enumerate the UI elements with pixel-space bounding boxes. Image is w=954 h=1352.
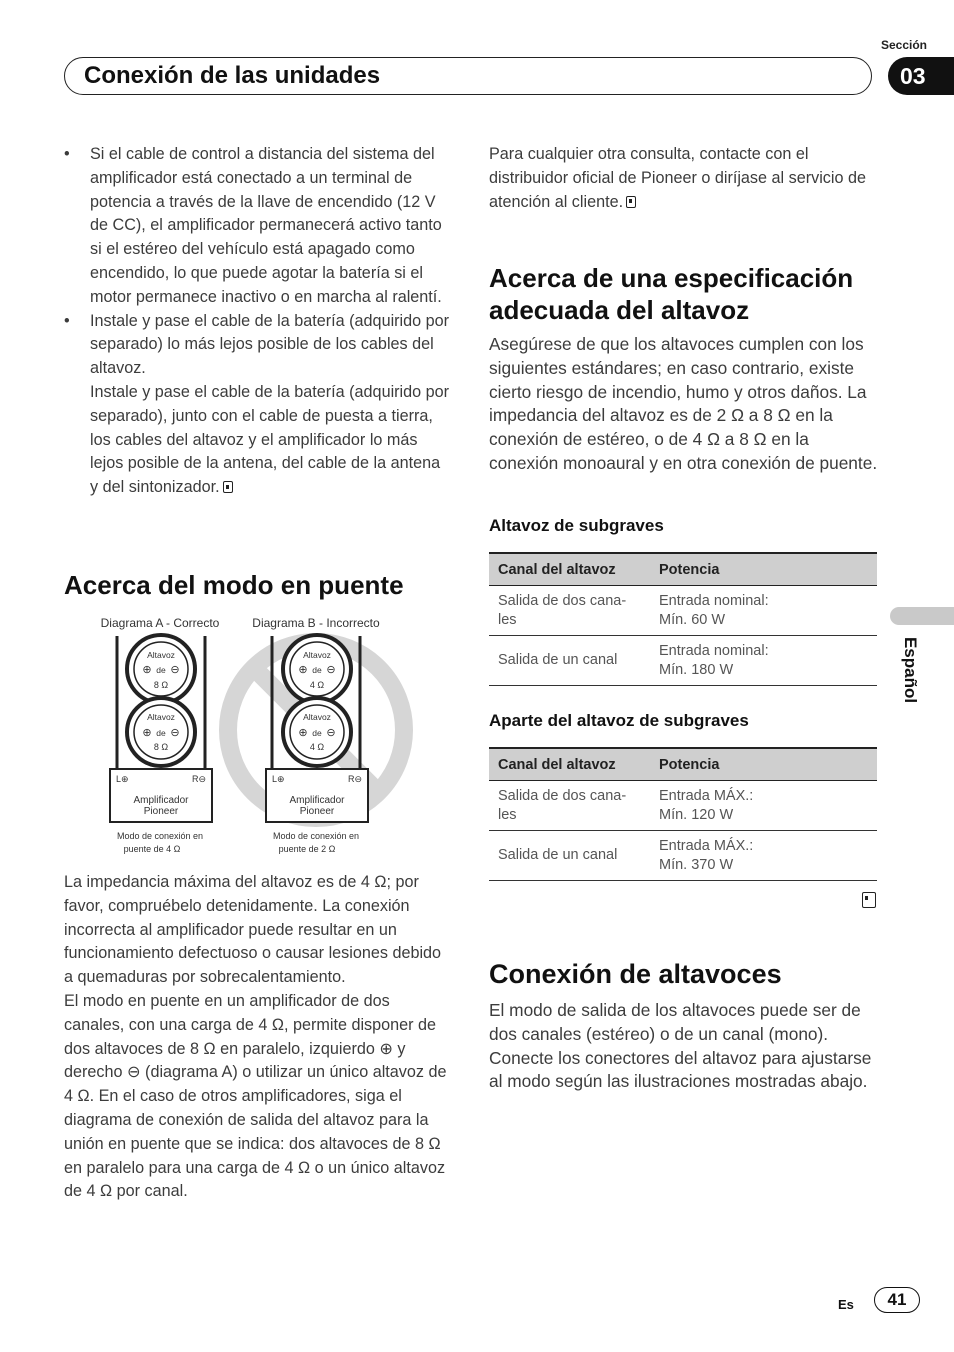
column-header: Canal del altavoz xyxy=(489,748,650,781)
table-row xyxy=(489,781,877,831)
svg-text:puente de 2 Ω: puente de 2 Ω xyxy=(278,844,336,854)
section-label: Sección xyxy=(880,38,927,52)
end-mark-icon xyxy=(862,892,876,908)
svg-text:de: de xyxy=(312,665,322,675)
language-tab-label: Español xyxy=(901,636,920,704)
svg-text:L⊕: L⊕ xyxy=(116,774,129,784)
non-subwoofer-table xyxy=(489,747,877,881)
contact-paragraph xyxy=(489,143,877,214)
speaker-spec-heading: Acerca de una especificación adecuada del altavoz xyxy=(489,263,854,325)
non-subwoofer-table-title: Aparte del altavoz de subgraves xyxy=(489,711,749,730)
power-cell: Entrada MÁX.: Mín. 370 W xyxy=(650,831,877,881)
end-mark-icon xyxy=(223,481,233,493)
bullet-text: Instale y pase el cable de la batería (adquirido por separado) lo más lejos posible de los cables del altavoz. xyxy=(90,311,450,378)
impedance-paragraph: La impedancia máxima del altavoz es de 4 Ω; por favor, compruébelo detenidamente. La conexión incorrecta al amplificador puede resultar en un funcionamiento defectuoso o causar lesiones debido a quemaduras por sobrecalentamiento. xyxy=(64,873,442,987)
svg-text:Pioneer: Pioneer xyxy=(299,806,335,817)
bullet-continuation-text: Instale y pase el cable de la batería (adquirido por separado), junto con el cable de puesta a tierra, los cables del altavoz y el amplificador lo más lejos posible de la antena, del cable de la antena y del sintonizador. xyxy=(90,382,450,497)
section-number-badge: 03 xyxy=(888,57,954,95)
table-header-row xyxy=(489,553,877,586)
svg-text:Modo de conexión en: Modo de conexión en xyxy=(272,831,360,841)
svg-text:de: de xyxy=(312,728,322,738)
bridge-diagram xyxy=(90,612,440,860)
svg-text:⊕: ⊕ xyxy=(142,664,152,676)
column-header: Canal del altavoz xyxy=(489,553,650,586)
diagram-a-title: Diagrama A - Correcto xyxy=(100,616,220,630)
column-header: Potencia xyxy=(650,748,877,781)
svg-text:⊖: ⊖ xyxy=(170,664,180,676)
page-title: Conexión de las unidades xyxy=(84,62,381,89)
bridge-mode-heading: Acerca del modo en puente xyxy=(64,570,404,600)
bullet-dot: • xyxy=(64,311,70,330)
svg-text:de: de xyxy=(156,665,166,675)
table-header-row xyxy=(489,748,877,781)
diagram-b-title: Diagrama B - Incorrecto xyxy=(252,616,380,630)
footer-lang-code: Es xyxy=(838,1297,854,1312)
speaker-connection-paragraph: El modo de salida de los altavoces puede ser de dos canales (estéreo) o de un canal (mono). Conecte los conectores del altavoz para ajustarse al modo según las ilustraciones mostradas abajo. xyxy=(489,1000,872,1092)
speaker-connection-heading: Conexión de altavoces xyxy=(489,959,782,989)
svg-text:4 Ω: 4 Ω xyxy=(309,742,325,752)
svg-text:R⊖: R⊖ xyxy=(191,774,206,784)
svg-text:Amplificador: Amplificador xyxy=(133,795,189,806)
svg-text:R⊖: R⊖ xyxy=(347,774,362,784)
svg-text:8 Ω: 8 Ω xyxy=(153,680,169,690)
svg-text:8 Ω: 8 Ω xyxy=(153,742,169,752)
channel-cell: Salida de un canal xyxy=(489,636,650,686)
language-tab-bar xyxy=(890,607,954,625)
svg-text:Altavoz: Altavoz xyxy=(303,712,331,722)
svg-text:4 Ω: 4 Ω xyxy=(309,680,325,690)
power-cell: Entrada MÁX.: Mín. 120 W xyxy=(650,781,877,831)
svg-text:de: de xyxy=(156,728,166,738)
subwoofer-table xyxy=(489,552,877,686)
channel-cell: Salida de dos cana- les xyxy=(489,586,650,636)
svg-text:puente de 4 Ω: puente de 4 Ω xyxy=(123,844,181,854)
bullet-item xyxy=(64,143,452,310)
page-number: 41 xyxy=(874,1287,920,1313)
left-bullet-list xyxy=(64,143,452,500)
table-row xyxy=(489,586,877,636)
column-header: Potencia xyxy=(650,553,877,586)
bridge-mode-paragraph: El modo en puente en un amplificador de dos canales, con una carga de 4 Ω, permite disponer de dos altavoces de 8 Ω en paralelo, izquierdo ⊕ y derecho ⊖ (diagrama A) o utilizar un único altavoz de 4 Ω. En el caso de otros amplificadores, siga el diagrama de conexión de salida del altavoz para la unión en puente que se indica: dos altavoces de 8 Ω en paralelo para una carga de 4 Ω o un único altavoz de 4 Ω por canal. xyxy=(64,992,447,1201)
diagram-b xyxy=(266,635,368,854)
svg-text:Altavoz: Altavoz xyxy=(147,712,175,722)
end-mark-icon xyxy=(626,196,636,208)
svg-text:⊕: ⊕ xyxy=(142,727,152,739)
svg-text:Altavoz: Altavoz xyxy=(303,650,331,660)
channel-cell: Salida de un canal xyxy=(489,831,650,881)
table-row xyxy=(489,636,877,686)
subwoofer-table-title: Altavoz de subgraves xyxy=(489,516,664,535)
svg-text:Modo de conexión en: Modo de conexión en xyxy=(116,831,204,841)
table-row xyxy=(489,831,877,881)
bullet-item xyxy=(64,310,452,381)
bullet-continuation xyxy=(64,381,452,500)
svg-text:⊖: ⊖ xyxy=(170,727,180,739)
bullet-dot: • xyxy=(64,145,70,163)
svg-text:L⊕: L⊕ xyxy=(272,774,285,784)
svg-text:⊕: ⊕ xyxy=(298,664,308,676)
channel-cell: Salida de dos cana- les xyxy=(489,781,650,831)
svg-text:Altavoz: Altavoz xyxy=(147,650,175,660)
svg-text:⊕: ⊕ xyxy=(298,727,308,739)
contact-text: Para cualquier otra consulta, contacte con el distribuidor oficial de Pioneer o diríjase al servicio de atención al cliente. xyxy=(489,145,866,211)
svg-text:⊖: ⊖ xyxy=(326,727,336,739)
speaker-spec-paragraph: Asegúrese de que los altavoces cumplen con los siguientes estándares; en caso contrario, existe cierto riesgo de incendio, humo y otros daños. La impedancia del altavoz es de 2 Ω a 8 Ω en la conexión de estéreo, o de 4 Ω a 8 Ω en la conexión monoaural y en otra conexión de puente. xyxy=(489,334,878,473)
svg-text:Pioneer: Pioneer xyxy=(143,806,179,817)
svg-text:Amplificador: Amplificador xyxy=(289,795,345,806)
bullet-text: Si el cable de control a distancia del sistema del amplificador está conectado a un terminal de potencia a través de la llave de encendido (12 V de CC), el amplificador permanecerá activo tanto si el estéreo del vehículo está apagado como encendido, lo que puede agotar la batería si el motor permanece inactivo o en marcha al ralentí. xyxy=(90,145,442,306)
diagram-a xyxy=(110,635,212,854)
power-cell: Entrada nominal: Mín. 180 W xyxy=(650,636,877,686)
power-cell: Entrada nominal: Mín. 60 W xyxy=(650,586,877,636)
svg-text:⊖: ⊖ xyxy=(326,664,336,676)
